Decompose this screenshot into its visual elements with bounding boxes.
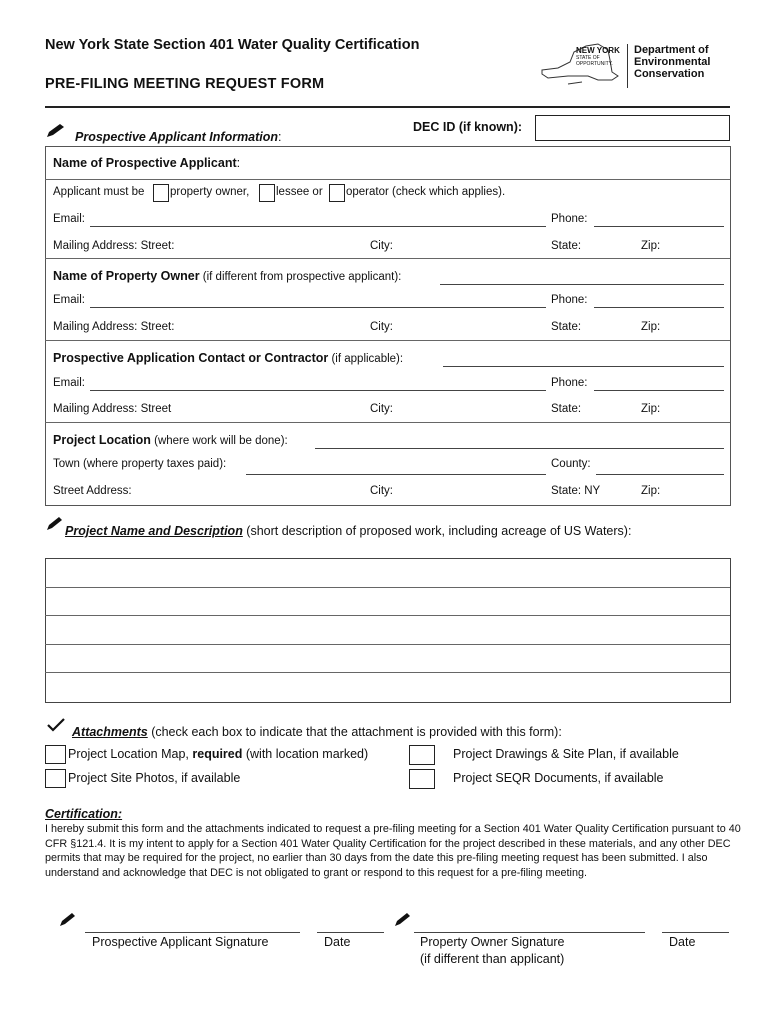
applicant-type-prompt: Applicant must be [53,186,145,198]
contact-phone-field[interactable] [594,390,724,391]
location-map-note: (with location marked) [242,747,369,761]
dec-logo [538,40,738,92]
county-label: County: [551,458,591,470]
certification-body: I hereby submit this form and the attachments indicated to request a pre-filing meeting for a Section 401 Water Quality Certification pursuant to 40 CFR §121.4. It is my intent to apply for a Section 401 Water Quality Certification for the project described in these materials, and any other DEC permits that may be required for the project, no earlier than 30 days from the date this pre-filing meeting request has been submitted. I also understand and acknowledge that DEC is not obligated to grant or respond to this request for a pre-filing meeting. [45,823,741,879]
dec-id-field[interactable] [535,115,730,141]
location-zip-label: Zip: [641,485,661,497]
owner-date-label: Date [669,935,696,949]
contact-zip-label: Zip: [641,403,661,415]
row-divider [45,422,730,423]
owner-name-note: (if different from prospective applicant): [199,271,402,283]
contact-email-label: Email: [53,377,85,389]
property-owner-checkbox[interactable] [153,184,169,202]
location-state-label: State: NY [551,485,601,497]
applicant-state-label: State: [551,240,582,252]
dec-id-label: DEC ID (if known): [413,120,523,134]
pencil-icon [45,516,65,532]
contact-name-label-text: Prospective Application Contact or Contractor [53,351,329,365]
form-subtitle: PRE-FILING MEETING REQUEST FORM [45,76,325,92]
owner-email-field[interactable] [90,307,546,308]
contact-street-label: Mailing Address: Street [53,403,172,415]
contact-name-note: (if applicable): [328,353,404,365]
dec-line3: Conservation [634,68,705,80]
pencil-icon [393,912,413,928]
location-note: (where work will be done): [150,435,288,447]
owner-state-label: State: [551,321,582,333]
applicant-street-label: Mailing Address: Street: [53,240,175,252]
lessee-option: lessee or [276,186,323,198]
contact-state-label: State: [551,403,582,415]
owner-street-label: Mailing Address: Street: [53,321,175,333]
applicant-signature-field[interactable] [85,932,300,933]
drawings-label: Project Drawings & Site Plan, if available [453,747,679,761]
operator-checkbox[interactable] [329,184,345,202]
property-owner-option: property owner, [170,186,250,198]
applicant-name-label [53,156,240,170]
checkmark-icon [46,718,66,732]
form-title: New York State Section 401 Water Quality Certification [45,37,420,53]
owner-signature-note: (if different than applicant) [420,952,565,966]
description-line [45,644,730,645]
applicant-zip-label: Zip: [641,240,661,252]
logo-opportunity: OPPORTUNITY. [576,61,613,67]
pencil-icon [45,123,67,139]
owner-signature-label: Property Owner Signature [420,935,565,949]
applicant-city-label: City: [370,240,393,252]
applicant-email-field[interactable] [90,226,546,227]
logo-state-of: STATE OF [576,55,600,61]
applicant-phone-field[interactable] [594,226,724,227]
description-line [45,672,730,673]
project-description-box[interactable] [45,558,731,703]
location-street-label: Street Address: [53,485,132,497]
town-field[interactable] [246,474,546,475]
location-field[interactable] [315,448,724,449]
site-photos-label: Project Site Photos, if available [68,771,241,785]
project-heading [65,524,631,538]
dec-line2: Environmental [634,56,711,68]
contact-name-label [53,349,403,367]
applicant-section-heading [75,130,282,144]
town-label: Town (where property taxes paid): [53,458,227,470]
location-label [53,431,288,449]
applicant-email-label: Email: [53,213,85,225]
owner-email-label: Email: [53,294,85,306]
location-map-label [68,747,368,761]
location-map-checkbox[interactable] [45,745,66,764]
contact-city-label: City: [370,403,393,415]
dec-name [634,44,710,80]
logo-ny-text: NEW YORK [576,46,620,55]
seqr-checkbox[interactable] [409,769,435,789]
owner-zip-label: Zip: [641,321,661,333]
applicant-date-label: Date [324,935,351,949]
contact-name-field[interactable] [443,366,724,367]
row-divider [45,258,730,259]
operator-option: operator (check which applies). [346,186,506,198]
applicant-phone-label: Phone: [551,213,588,225]
pencil-icon [58,912,78,928]
logo-divider [627,44,628,88]
attachments-heading [72,725,562,739]
owner-city-label: City: [370,321,393,333]
location-map-text: Project Location Map, [68,747,193,761]
owner-name-label-text: Name of Property Owner [53,269,200,283]
seqr-label: Project SEQR Documents, if available [453,771,664,785]
county-field[interactable] [596,474,724,475]
applicant-section-heading-text: Prospective Applicant Information [75,130,279,144]
description-line [45,615,730,616]
applicant-section-heading-colon: : [278,130,282,144]
lessee-checkbox[interactable] [259,184,275,202]
owner-name-label [53,267,401,285]
description-line [45,587,730,588]
contact-email-field[interactable] [90,390,546,391]
certification-heading: Certification: [45,807,123,821]
owner-date-field[interactable] [662,932,729,933]
header-rule [45,106,730,108]
project-heading-text: Project Name and Description [65,524,243,538]
row-divider [45,340,730,341]
owner-signature-field[interactable] [414,932,645,933]
location-city-label: City: [370,485,393,497]
applicant-name-label-text: Name of Prospective Applicant [53,156,237,170]
dec-line1: Department of [634,44,709,56]
applicant-signature-label: Prospective Applicant Signature [92,935,269,949]
project-heading-note: (short description of proposed work, including acreage of US Waters): [242,524,632,538]
location-label-text: Project Location [53,433,151,447]
owner-name-field[interactable] [440,284,724,285]
row-divider [45,179,730,180]
site-photos-checkbox[interactable] [45,769,66,788]
contact-phone-label: Phone: [551,377,588,389]
attachments-heading-text: Attachments [72,725,148,739]
applicant-date-field[interactable] [317,932,384,933]
attachments-heading-note: (check each box to indicate that the attachment is provided with this form): [147,725,562,739]
location-map-required: required [192,747,243,761]
owner-phone-label: Phone: [551,294,588,306]
drawings-checkbox[interactable] [409,745,435,765]
applicant-name-label-colon: : [236,156,241,170]
owner-phone-field[interactable] [594,307,724,308]
